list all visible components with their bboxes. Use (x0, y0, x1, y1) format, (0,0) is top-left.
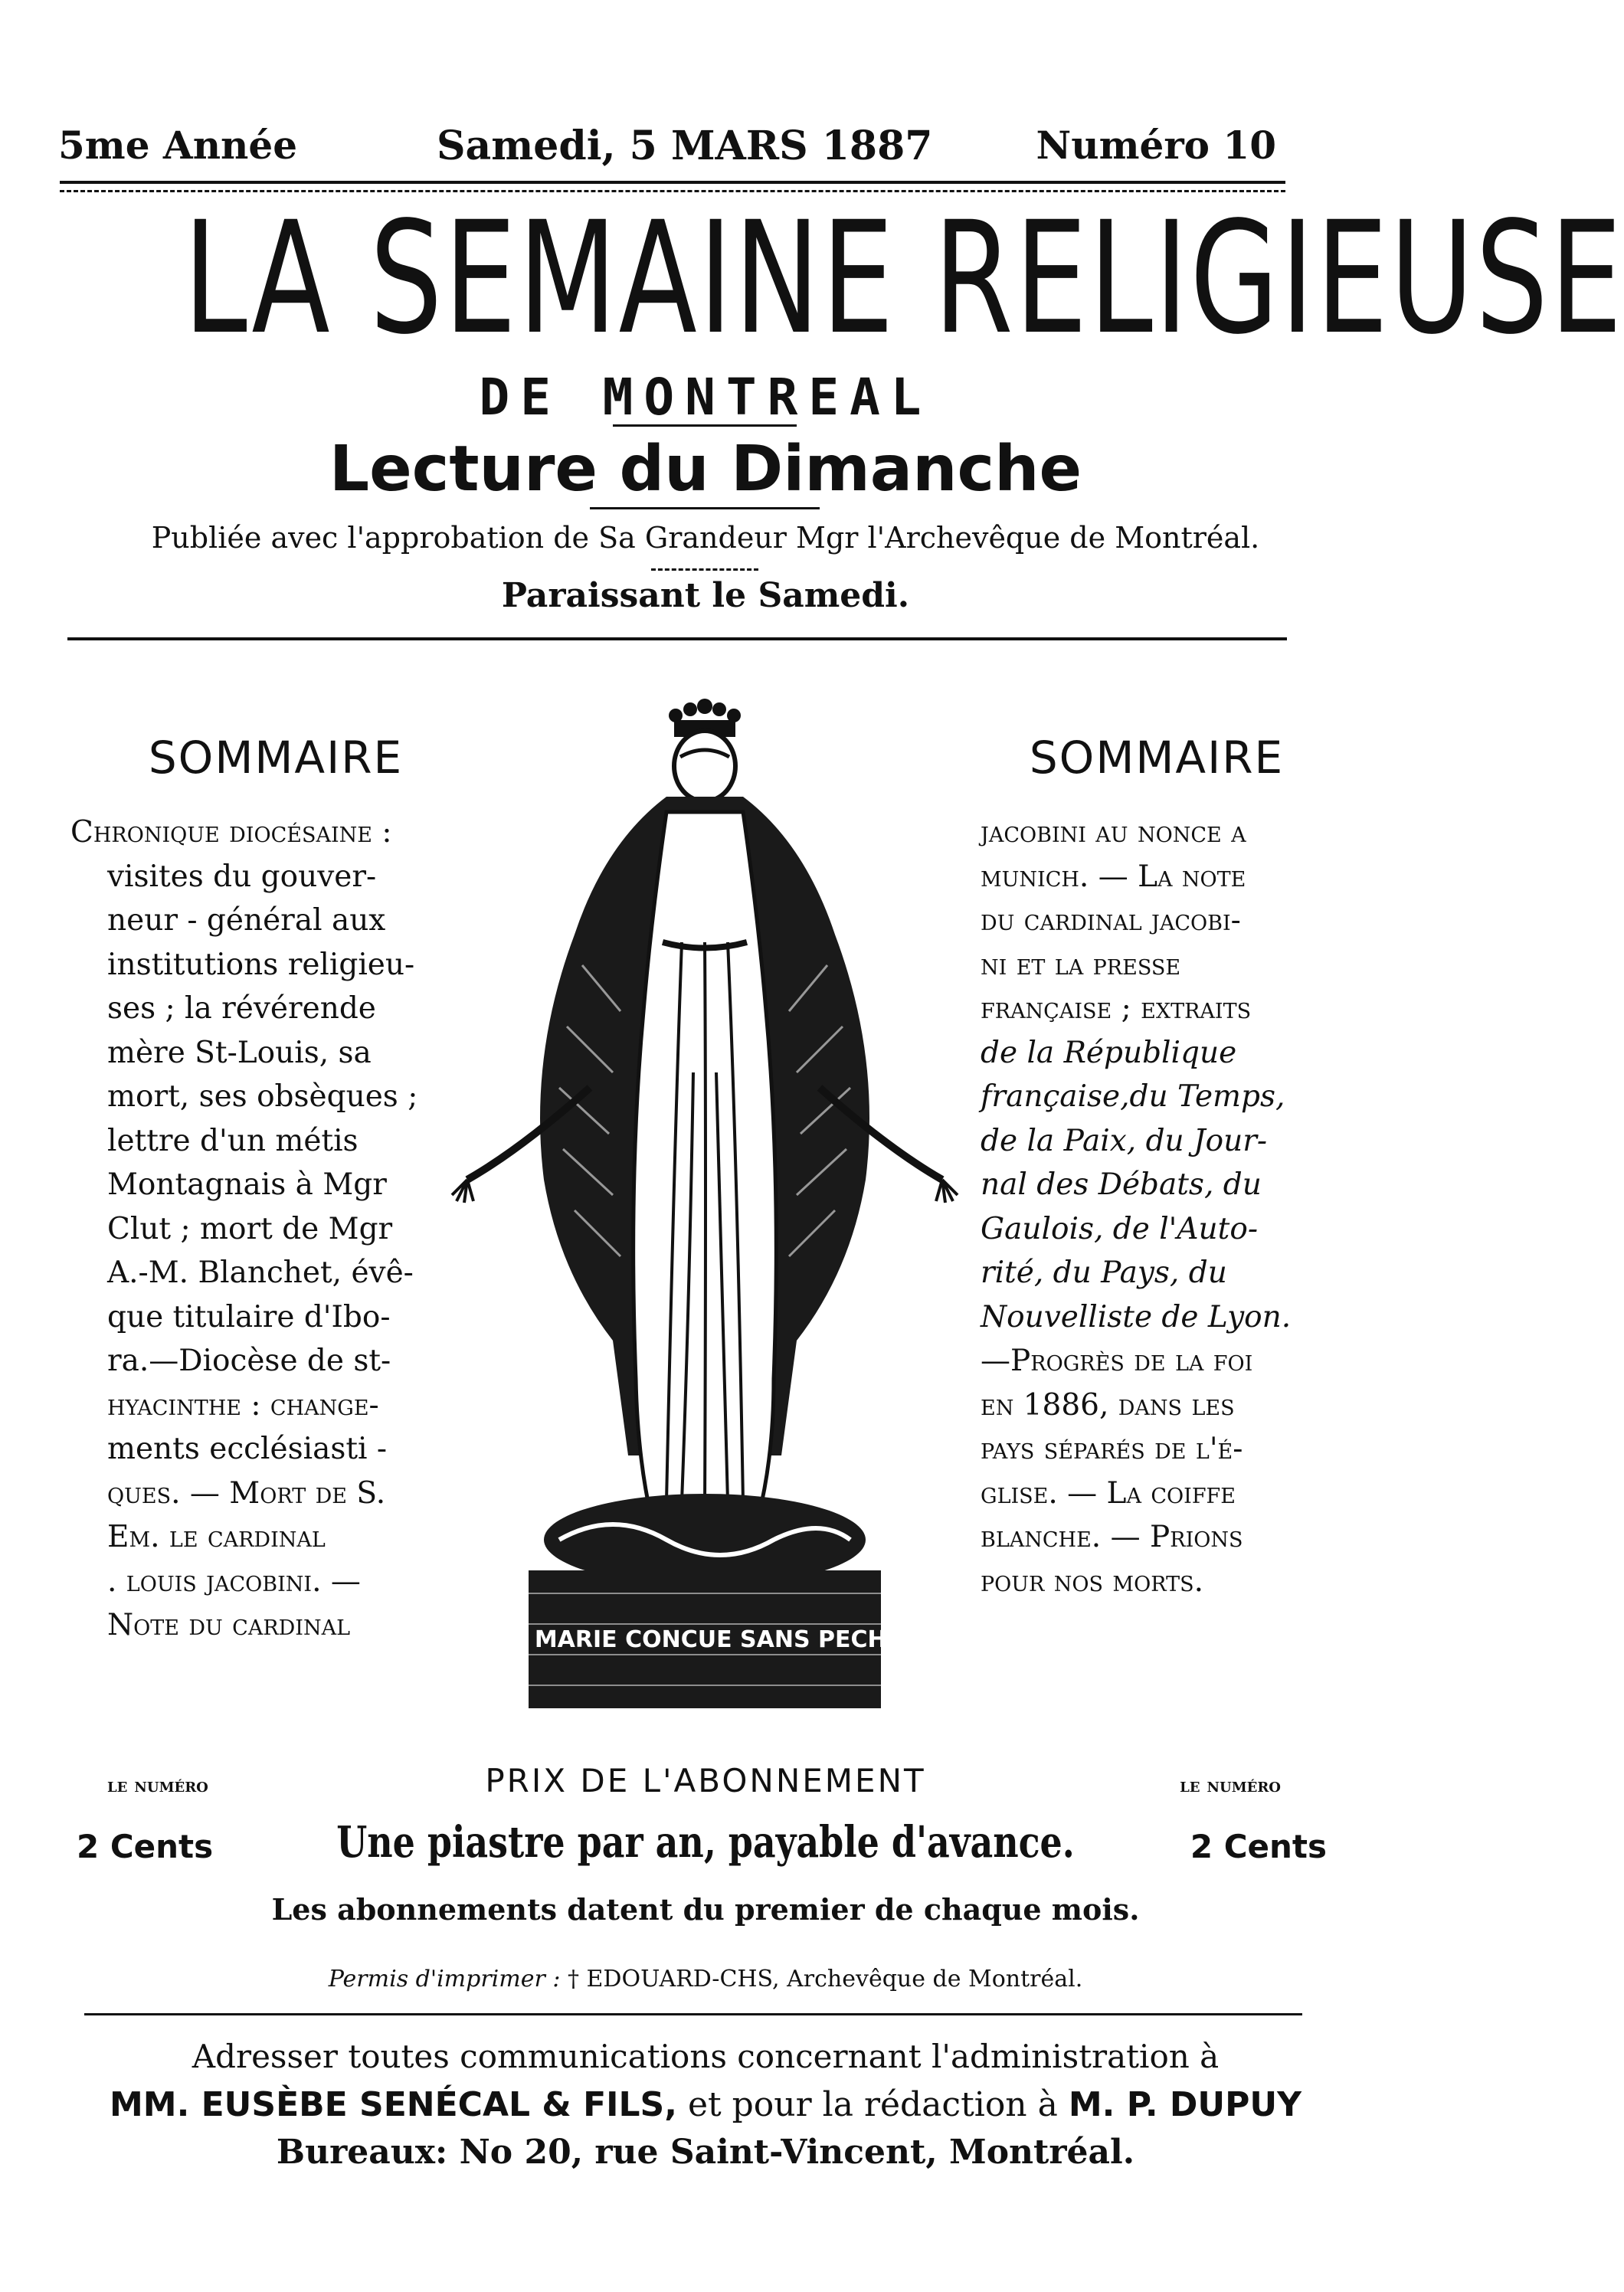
right-line: jacobini au nonce a (981, 815, 1246, 850)
right-sommaire-title: SOMMAIRE (1029, 732, 1285, 784)
address-names (0, 2085, 1411, 2124)
left-line: mère St-Louis, sa (107, 1035, 372, 1070)
hand-icon (452, 1180, 473, 1203)
publication-frequency: Paraissant le Samedi. (501, 576, 910, 615)
left-line: visites du gouver- (107, 859, 377, 894)
le-numero-label-left: le numéro (107, 1774, 208, 1797)
publisher-name: MM. EUSÈBE SENÉCAL & FILS, (110, 2085, 677, 2124)
permis-text: † EDOUARD-CHS, Archevêque de Montréal. (568, 1966, 1083, 1992)
issue-year: 5me Année (58, 123, 298, 168)
permis-imprimer (0, 1966, 1411, 1992)
left-line: ses ; la révérende (107, 991, 376, 1026)
virgin-mary-statue-illustration (437, 689, 973, 1716)
approbation-rule (651, 568, 758, 571)
bureaux-label: Bureaux: (276, 2133, 448, 2172)
head-shape (674, 731, 735, 801)
left-line: Note du cardinal (107, 1608, 351, 1642)
subscription-price: Une piastre par an, payable d'avance. (336, 1817, 1075, 1868)
prix-abonnement-title: PRIX DE L'ABONNEMENT (485, 1762, 926, 1799)
lecture-heading: Lecture du Dimanche (329, 433, 1082, 506)
left-sommaire-text (70, 810, 423, 1648)
le-numero-label-right: le numéro (1180, 1774, 1281, 1797)
right-line: Nouvelliste de Lyon. (981, 1299, 1292, 1334)
left-line: neur - général aux (107, 903, 386, 938)
address-intro: Adresser toutes communications concernant l'administration à (192, 2038, 1220, 2075)
right-line: française ; extraits (981, 991, 1252, 1026)
right-line: française,du Temps, (981, 1079, 1285, 1114)
left-sommaire-title: SOMMAIRE (148, 732, 404, 784)
right-line: rité, du Pays, du (981, 1256, 1227, 1290)
left-line: lettre d'un métis (107, 1123, 359, 1158)
price-cents-left: 2 Cents (77, 1828, 214, 1865)
left-line: A.-M. Blanchet, évê- (107, 1256, 414, 1290)
right-line: pour nos morts. (981, 1563, 1203, 1599)
lecture-rule (590, 507, 820, 509)
address-rule (84, 2013, 1302, 2015)
right-line: blanche. — Prions (981, 1520, 1243, 1554)
right-line: Gaulois, de l'Auto- (981, 1211, 1259, 1246)
right-line: —Progrès de la foi (981, 1344, 1253, 1378)
abonnements-note: Les abonnements datent du premier de chaque mois. (271, 1892, 1140, 1927)
price-cents-right: 2 Cents (1190, 1828, 1327, 1865)
left-line: mort, ses obsèques ; (107, 1079, 418, 1114)
left-line: ques. — Mort de S. (107, 1475, 386, 1511)
permis-label: Permis d'imprimer : (328, 1966, 561, 1992)
left-line: ments ecclésiasti - (107, 1432, 388, 1466)
right-line: nal des Débats, du (981, 1167, 1262, 1202)
masthead-subtitle: DE MONTREAL (479, 368, 932, 427)
left-line: Chronique diocésaine : (70, 815, 392, 850)
left-line: que titulaire d'Ibo- (107, 1299, 391, 1334)
approbation-line: Publiée avec l'approbation de Sa Grandeur Mgr l'Archevêque de Montréal. (151, 521, 1260, 555)
right-line: ni et la presse (981, 947, 1181, 982)
left-line: Montagnais à Mgr (107, 1167, 387, 1202)
right-sommaire-text (981, 810, 1318, 1603)
base-inscription: O MARIE CONCUE SANS PECHE (506, 1626, 903, 1653)
hand-icon (936, 1180, 958, 1203)
right-line: en 1886, dans les (981, 1387, 1235, 1423)
left-line: . louis jacobini. — (107, 1563, 361, 1599)
masthead-title: LA SEMAINE RELIGIEUSE (183, 188, 1624, 368)
right-line: du cardinal jacobi- (981, 903, 1241, 938)
issue-date: Samedi, 5 MARS 1887 (437, 123, 933, 169)
right-line: munich. — La note (981, 859, 1246, 894)
header-rule (60, 181, 1285, 184)
redaction-text: et pour la rédaction à (687, 2085, 1058, 2124)
right-line: de la Paix, du Jour- (981, 1123, 1268, 1158)
issue-number: Numéro 10 (1036, 123, 1276, 168)
editor-name: M. P. DUPUY (1068, 2085, 1301, 2124)
masthead-bottom-rule (67, 637, 1287, 640)
left-line: ra.—Diocèse de st- (107, 1344, 391, 1378)
bureaux-address (0, 2133, 1411, 2172)
bureaux-value: No 20, rue Saint-Vincent, Montréal. (459, 2133, 1135, 2172)
right-line: pays séparés de l'é- (981, 1432, 1243, 1466)
left-line: hyacinthe : change- (107, 1387, 379, 1423)
left-line: Em. le cardinal (107, 1520, 326, 1554)
left-line: Clut ; mort de Mgr (107, 1211, 393, 1246)
subtitle-rule (613, 424, 797, 427)
left-line: institutions religieu- (107, 947, 415, 982)
right-line: glise. — La coiffe (981, 1475, 1236, 1511)
right-line: de la République (981, 1035, 1237, 1070)
